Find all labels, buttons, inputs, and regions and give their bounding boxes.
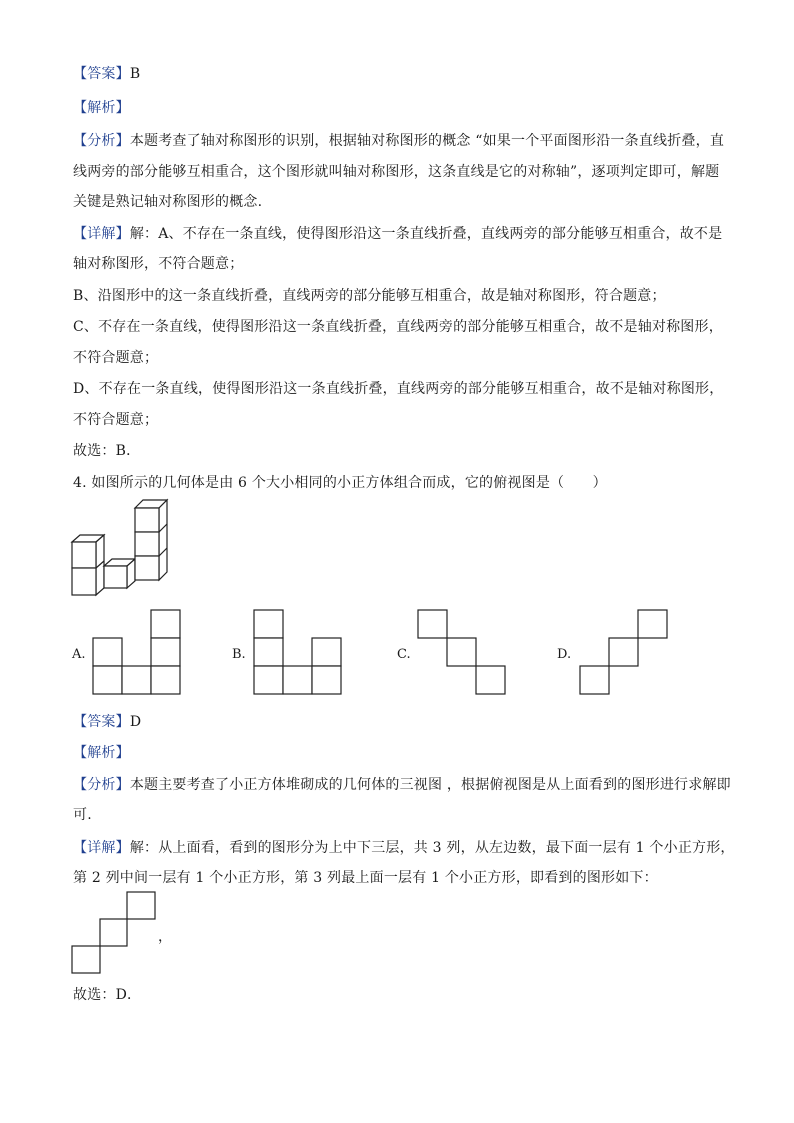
answer-line-2 [73,712,141,732]
fenxi-line-3: 关键是熟记轴对称图形的概念. [73,194,263,210]
option-c-figure [418,610,508,696]
answer-line-1 [73,64,140,84]
option-b-figure [254,610,344,696]
xiangjie-line-5: 不符合题意； [73,350,159,366]
xiangjie-text: 解：A、不存在一条直线，使得图形沿这一条直线折叠，直线两旁的部分能够互相重合，故不是 [129,226,723,242]
solid-figure [72,497,182,597]
analysis-tag: 【解析】 [73,100,130,116]
fenxi2-line-2: 可. [73,807,92,823]
xiangjie-tag: 【详解】 [73,226,130,242]
analysis-heading-2 [73,743,130,763]
fenxi2-line-1 [73,775,731,795]
xiangjie-line-3: B、沿图形中的这一条直线折叠，直线两旁的部分能够互相重合，故是轴对称图形，符合题意； [73,288,666,304]
option-d-figure [580,610,670,696]
xiangjie-text: 解：从上面看，看到的图形分为上中下三层，共 3 列，从左边数，最下面一层有 1 个小正方形， [129,840,735,856]
answer-tag: 【答案】 [73,714,130,730]
fenxi-text: 本题主要考查了小正方体堆砌成的几何体的三视图 ，根据俯视图是从上面看到的图形进行求解即 [129,777,731,793]
figure-comma: ， [158,929,172,945]
fenxi-tag: 【分析】 [73,133,130,149]
answer-value: D [129,714,142,730]
fenxi-line-2: 线两旁的部分能够互相重合，这个图形就叫轴对称图形，这条直线是它的对称轴”，逐项判定即可，解题 [73,164,720,180]
xiangjie-line-7: 不符合题意； [73,412,159,428]
xiangjie-line-2: 轴对称图形，不符合题意； [73,256,244,272]
top-view-figure [72,892,162,976]
xiangjie-line-4: C、不存在一条直线，使得图形沿这一条直线折叠，直线两旁的部分能够互相重合，故不是轴对称图形， [73,319,723,335]
xiangjie-line-6: D、不存在一条直线，使得图形沿这一条直线折叠，直线两旁的部分能够互相重合，故不是轴对称图形， [73,381,724,397]
xiangjie2-line-2: 第 2 列中间一层有 1 个小正方形，第 3 列最上面一层有 1 个小正方形，即看到的图形如下： [73,870,658,886]
answer-value: B [129,66,141,82]
xiangjie2-line-1 [73,838,735,858]
fenxi-text: 本题考查了轴对称图形的识别，根据轴对称图形的概念 “如果一个平面图形沿一条直线折叠，直 [129,133,725,149]
option-d-label: D. [557,647,572,662]
xiangjie-tag: 【详解】 [73,840,130,856]
fenxi-line-1 [73,131,724,151]
option-b-label: B. [232,647,246,662]
analysis-heading-1 [73,98,130,118]
xiangjie-line-8: 故选：B． [73,443,141,459]
fenxi-tag: 【分析】 [73,777,130,793]
question-4-stem: 4. 如图所示的几何体是由 6 个大小相同的小正方体组合而成，它的俯视图是（ ） [73,475,607,491]
analysis-tag: 【解析】 [73,745,130,761]
option-a-label: A. [72,647,86,662]
option-c-label: C. [397,647,411,662]
xiangjie-line-1 [73,224,722,244]
option-a-figure [93,610,183,696]
answer-tag: 【答案】 [73,66,130,82]
xiangjie2-line-3: 故选：D． [73,987,142,1003]
